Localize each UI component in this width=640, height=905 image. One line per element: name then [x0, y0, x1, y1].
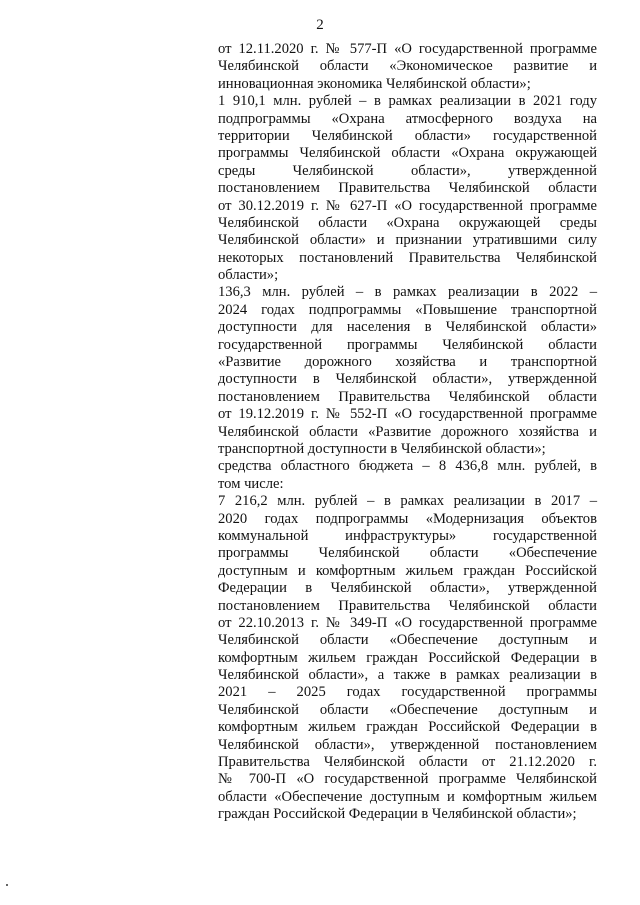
- text-line: Челябинской области «Обеспечение доступным и: [218, 701, 597, 718]
- text-line: «Развитие дорожного хозяйства и транспортной: [218, 354, 597, 371]
- text-line: Челябинской области», а также в рамках реализации в: [218, 667, 597, 684]
- text-line: граждан Российской Федерации в Челябинской области»;: [218, 806, 577, 823]
- text-line: среды Челябинской области», утвержденной: [218, 162, 597, 179]
- paragraph: [218, 93, 597, 284]
- text-line: постановлением Правительства Челябинской области: [218, 180, 597, 197]
- paragraph: [218, 41, 597, 93]
- text-line: комфортным жильем граждан Российской Федерации в: [218, 649, 597, 666]
- text-line: 136,3 млн. рублей – в рамках реализации в 2022 –: [218, 284, 597, 301]
- text-line: программы Челябинской области «Охрана окружающей: [218, 145, 597, 162]
- text-line: Челябинской области», утвержденной постановлением: [218, 736, 597, 753]
- text-line: от 19.12.2019 г. № 552-П «О государственной программе: [218, 406, 597, 423]
- text-line: 2021 – 2025 годах государственной программы: [218, 684, 597, 701]
- paragraph: [218, 493, 597, 823]
- text-line: том числе:: [218, 475, 284, 492]
- text-line: 7 216,2 млн. рублей – в рамках реализации в 2017 –: [218, 493, 597, 510]
- text-line: коммунальной инфраструктуры» государственной: [218, 527, 597, 544]
- text-line: инновационная экономика Челябинской области»;: [218, 75, 531, 92]
- text-line: Челябинской области «Развитие дорожного хозяйства и: [218, 423, 597, 440]
- text-line: от 30.12.2019 г. № 627-П «О государственной программе: [218, 197, 597, 214]
- text-line: постановлением Правительства Челябинской области: [218, 597, 597, 614]
- text-line: Федерации в Челябинской области», утвержденной: [218, 580, 597, 597]
- text-line: от 12.11.2020 г. № 577-П «О государственной программе: [218, 41, 597, 57]
- scan-mark: [6, 884, 8, 886]
- text-line: № 700-П «О государственной программе Челябинской: [218, 771, 597, 788]
- document-body: [218, 41, 597, 824]
- text-line: 2024 годах подпрограммы «Повышение транспортной: [218, 301, 597, 318]
- text-line: средства областного бюджета – 8 436,8 млн. рублей, в: [218, 458, 597, 475]
- text-line: Челябинской области «Охрана окружающей среды: [218, 214, 597, 231]
- text-line: комфортным жильем граждан Российской Федерации в: [218, 719, 597, 736]
- text-line: территории Челябинской области» государственной: [218, 127, 597, 144]
- paragraph: [218, 284, 597, 458]
- text-line: доступности в Челябинской области», утвержденной: [218, 371, 597, 388]
- text-line: от 22.10.2013 г. № 349-П «О государственной программе: [218, 614, 597, 631]
- text-line: 1 910,1 млн. рублей – в рамках реализации в 2021 году: [218, 93, 597, 110]
- text-line: подпрограммы «Охрана атмосферного воздуха на: [218, 110, 597, 127]
- text-line: программы Челябинской области «Обеспечение: [218, 545, 597, 562]
- paragraph: [218, 458, 597, 493]
- text-line: Челябинской области» и признании утратившими силу: [218, 232, 597, 249]
- page-number: 2: [316, 17, 324, 33]
- text-line: Челябинской области «Экономическое развитие и: [218, 58, 597, 75]
- text-line: Челябинской области «Обеспечение доступным и: [218, 632, 597, 649]
- text-line: области «Обеспечение доступным и комфортным жильем: [218, 788, 597, 805]
- text-line: доступным и комфортным жильем граждан Российской: [218, 562, 597, 579]
- text-line: транспортной доступности в Челябинской области»;: [218, 440, 546, 457]
- text-line: государственной программы Челябинской области: [218, 336, 597, 353]
- text-line: области»;: [218, 267, 279, 284]
- text-line: 2020 годах подпрограммы «Модернизация объектов: [218, 510, 597, 527]
- text-line: некоторых постановлений Правительства Челябинской: [218, 249, 597, 266]
- text-line: постановлением Правительства Челябинской области: [218, 388, 597, 405]
- text-line: доступности для населения в Челябинской области»: [218, 319, 597, 336]
- text-line: Правительства Челябинской области от 21.12.2020 г.: [218, 754, 597, 771]
